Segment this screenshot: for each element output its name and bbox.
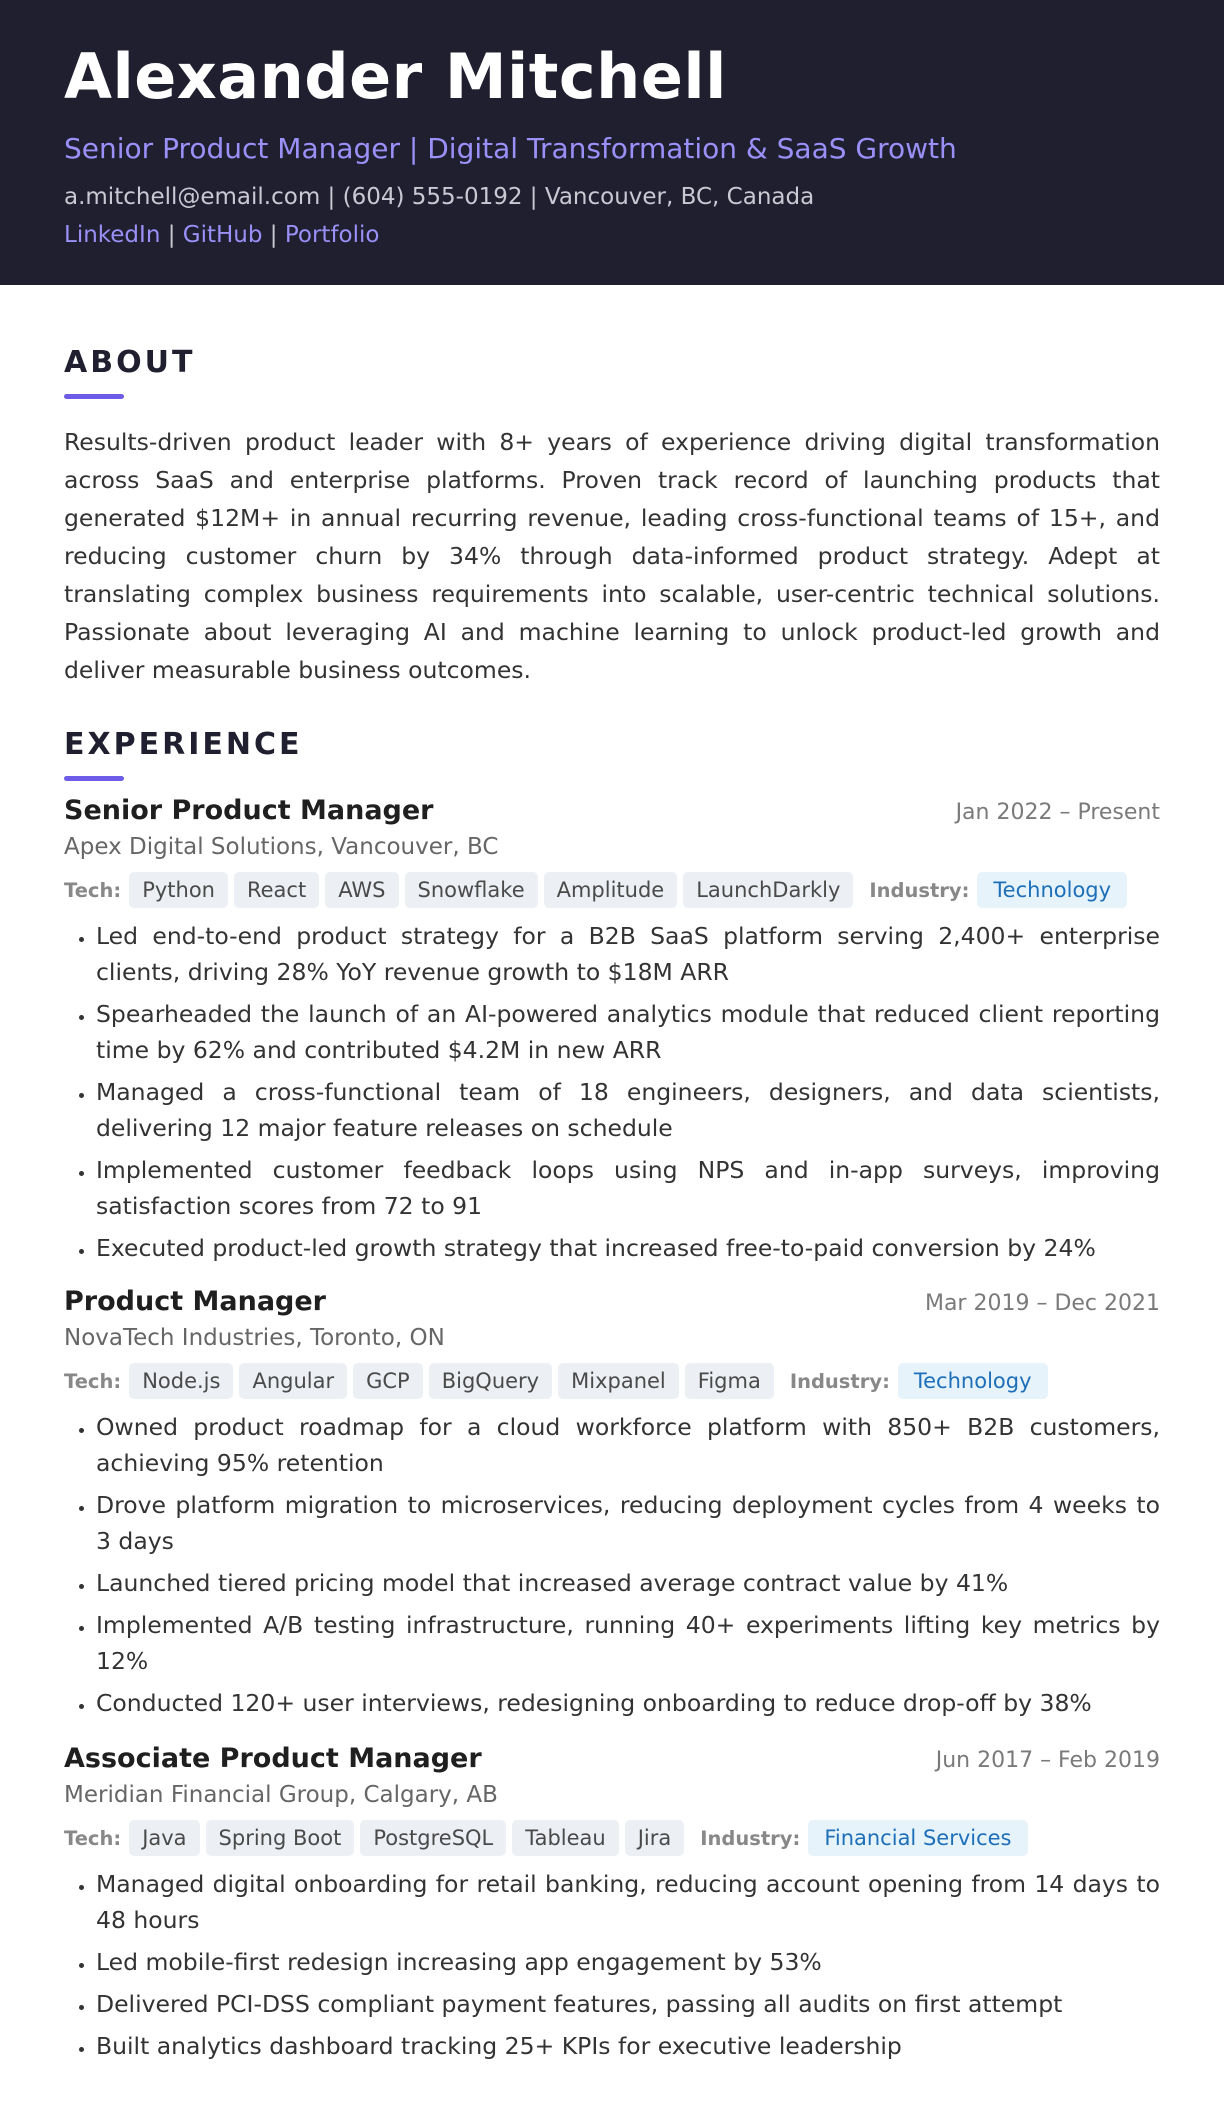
job-dates: Jan 2022 – Present <box>955 800 1160 825</box>
achievement-item: • Drove platform migration to microservices, reducing deployment cycles from 4 weeks to 3 days <box>96 1487 1160 1559</box>
about-title: ABOUT <box>64 345 196 380</box>
tech-tag: Figma <box>685 1363 774 1399</box>
tag-row <box>64 872 1160 908</box>
tag-row <box>64 1363 1160 1399</box>
achievement-item: • Implemented customer feedback loops using NPS and in-app surveys, improving satisfaction scores from 72 to 91 <box>96 1152 1160 1224</box>
achievement-item: • Delivered PCI-DSS compliant payment features, passing all audits on first attempt <box>96 1986 1160 2022</box>
tech-label: Tech: <box>64 1369 122 1393</box>
job-list <box>64 795 1160 2064</box>
industry-tag: Technology <box>898 1363 1048 1399</box>
tech-tag: LaunchDarkly <box>683 872 853 908</box>
industry-label: Industry: <box>789 1369 890 1393</box>
tag-row <box>64 1820 1160 1856</box>
headline: Senior Product Manager | Digital Transformation & SaaS Growth <box>64 132 957 165</box>
tech-label: Tech: <box>64 1826 122 1850</box>
achievement-item: • Led end-to-end product strategy for a B2B SaaS platform serving 2,400+ enterprise clients, driving 28% YoY revenue growth to $18M ARR <box>96 918 1160 990</box>
achievement-item: • Conducted 120+ user interviews, redesigning onboarding to reduce drop-off by 38% <box>96 1685 1160 1721</box>
tech-tag: Tableau <box>512 1820 618 1856</box>
github-link[interactable]: GitHub <box>182 222 263 248</box>
achievement-list <box>64 1866 1160 2064</box>
job-header <box>64 795 1160 826</box>
tech-tag: Amplitude <box>544 872 678 908</box>
link-separator: | <box>167 222 176 248</box>
tech-tag: Node.js <box>129 1363 233 1399</box>
job-header <box>64 1743 1160 1774</box>
achievement-item: • Executed product-led growth strategy that increased free-to-paid conversion by 24% <box>96 1230 1160 1266</box>
job-dates: Jun 2017 – Feb 2019 <box>935 1748 1160 1773</box>
job-title: Associate Product Manager <box>64 1743 482 1774</box>
achievement-item: • Led mobile-first redesign increasing app engagement by 53% <box>96 1944 1160 1980</box>
tech-tag: BigQuery <box>429 1363 552 1399</box>
tech-tag: Snowflake <box>405 872 538 908</box>
tech-tag: Spring Boot <box>206 1820 355 1856</box>
achievement-item: • Spearheaded the launch of an AI-powered analytics module that reduced client reporting time by 62% and contributed $4.2M in new ARR <box>96 996 1160 1068</box>
tech-tag: React <box>234 872 319 908</box>
industry-tag: Financial Services <box>808 1820 1027 1856</box>
section-underline <box>64 394 124 399</box>
tech-tag: Java <box>129 1820 199 1856</box>
achievement-item: • Managed digital onboarding for retail banking, reducing account opening from 14 days to 48 hours <box>96 1866 1160 1938</box>
job-entry <box>64 1286 1160 1721</box>
candidate-name: Alexander Mitchell <box>64 40 727 113</box>
achievement-item: • Launched tiered pricing model that increased average contract value by 41% <box>96 1565 1160 1601</box>
achievement-item: • Implemented A/B testing infrastructure, running 40+ experiments lifting key metrics by 12% <box>96 1607 1160 1679</box>
achievement-list <box>64 1409 1160 1721</box>
about-section <box>64 345 1160 689</box>
company-location: Apex Digital Solutions, Vancouver, BC <box>64 834 499 860</box>
about-text: Results-driven product leader with 8+ years of experience driving digital transformation across SaaS and enterprise platforms. Proven track record of launching products that generated $12M+ in annual recurring revenue, leading cross-functional teams of 15+, and reducing customer churn by 34% through data-informed product strategy. Adept at translating complex business requirements into scalable, user-centric technical solutions. Passionate about leveraging AI and machine learning to unlock product-led growth and deliver measurable business outcomes. <box>64 428 1160 684</box>
job-title: Product Manager <box>64 1286 326 1317</box>
tech-tag: PostgreSQL <box>360 1820 506 1856</box>
job-title: Senior Product Manager <box>64 795 434 826</box>
tech-tag: GCP <box>353 1363 423 1399</box>
achievement-item: • Owned product roadmap for a cloud workforce platform with 850+ B2B customers, achieving 95% retention <box>96 1409 1160 1481</box>
achievement-item: • Built analytics dashboard tracking 25+ KPIs for executive leadership <box>96 2028 1160 2064</box>
link-separator: | <box>269 222 278 248</box>
experience-title: EXPERIENCE <box>64 727 303 762</box>
linkedin-link[interactable]: LinkedIn <box>64 222 161 248</box>
contact-info: a.mitchell@email.com | (604) 555-0192 | Vancouver, BC, Canada <box>64 184 815 210</box>
industry-tag: Technology <box>977 872 1127 908</box>
industry-label: Industry: <box>869 878 970 902</box>
industry-label: Industry: <box>700 1826 801 1850</box>
achievement-item: • Managed a cross-functional team of 18 engineers, designers, and data scientists, delivering 12 major feature releases on schedule <box>96 1074 1160 1146</box>
company-location: Meridian Financial Group, Calgary, AB <box>64 1782 498 1808</box>
job-entry <box>64 1743 1160 2064</box>
section-underline <box>64 776 124 781</box>
job-dates: Mar 2019 – Dec 2021 <box>924 1291 1160 1316</box>
tech-tag: Jira <box>625 1820 685 1856</box>
portfolio-link[interactable]: Portfolio <box>284 222 380 248</box>
tech-tag: Mixpanel <box>558 1363 679 1399</box>
tech-tag: Angular <box>239 1363 347 1399</box>
profile-links <box>64 222 379 248</box>
company-location: NovaTech Industries, Toronto, ON <box>64 1325 445 1351</box>
experience-section <box>64 727 1160 2070</box>
tech-label: Tech: <box>64 878 122 902</box>
job-entry <box>64 795 1160 1266</box>
tech-tag: Python <box>129 872 228 908</box>
job-header <box>64 1286 1160 1317</box>
achievement-list <box>64 918 1160 1266</box>
tech-tag: AWS <box>325 872 398 908</box>
resume-header <box>0 0 1224 285</box>
